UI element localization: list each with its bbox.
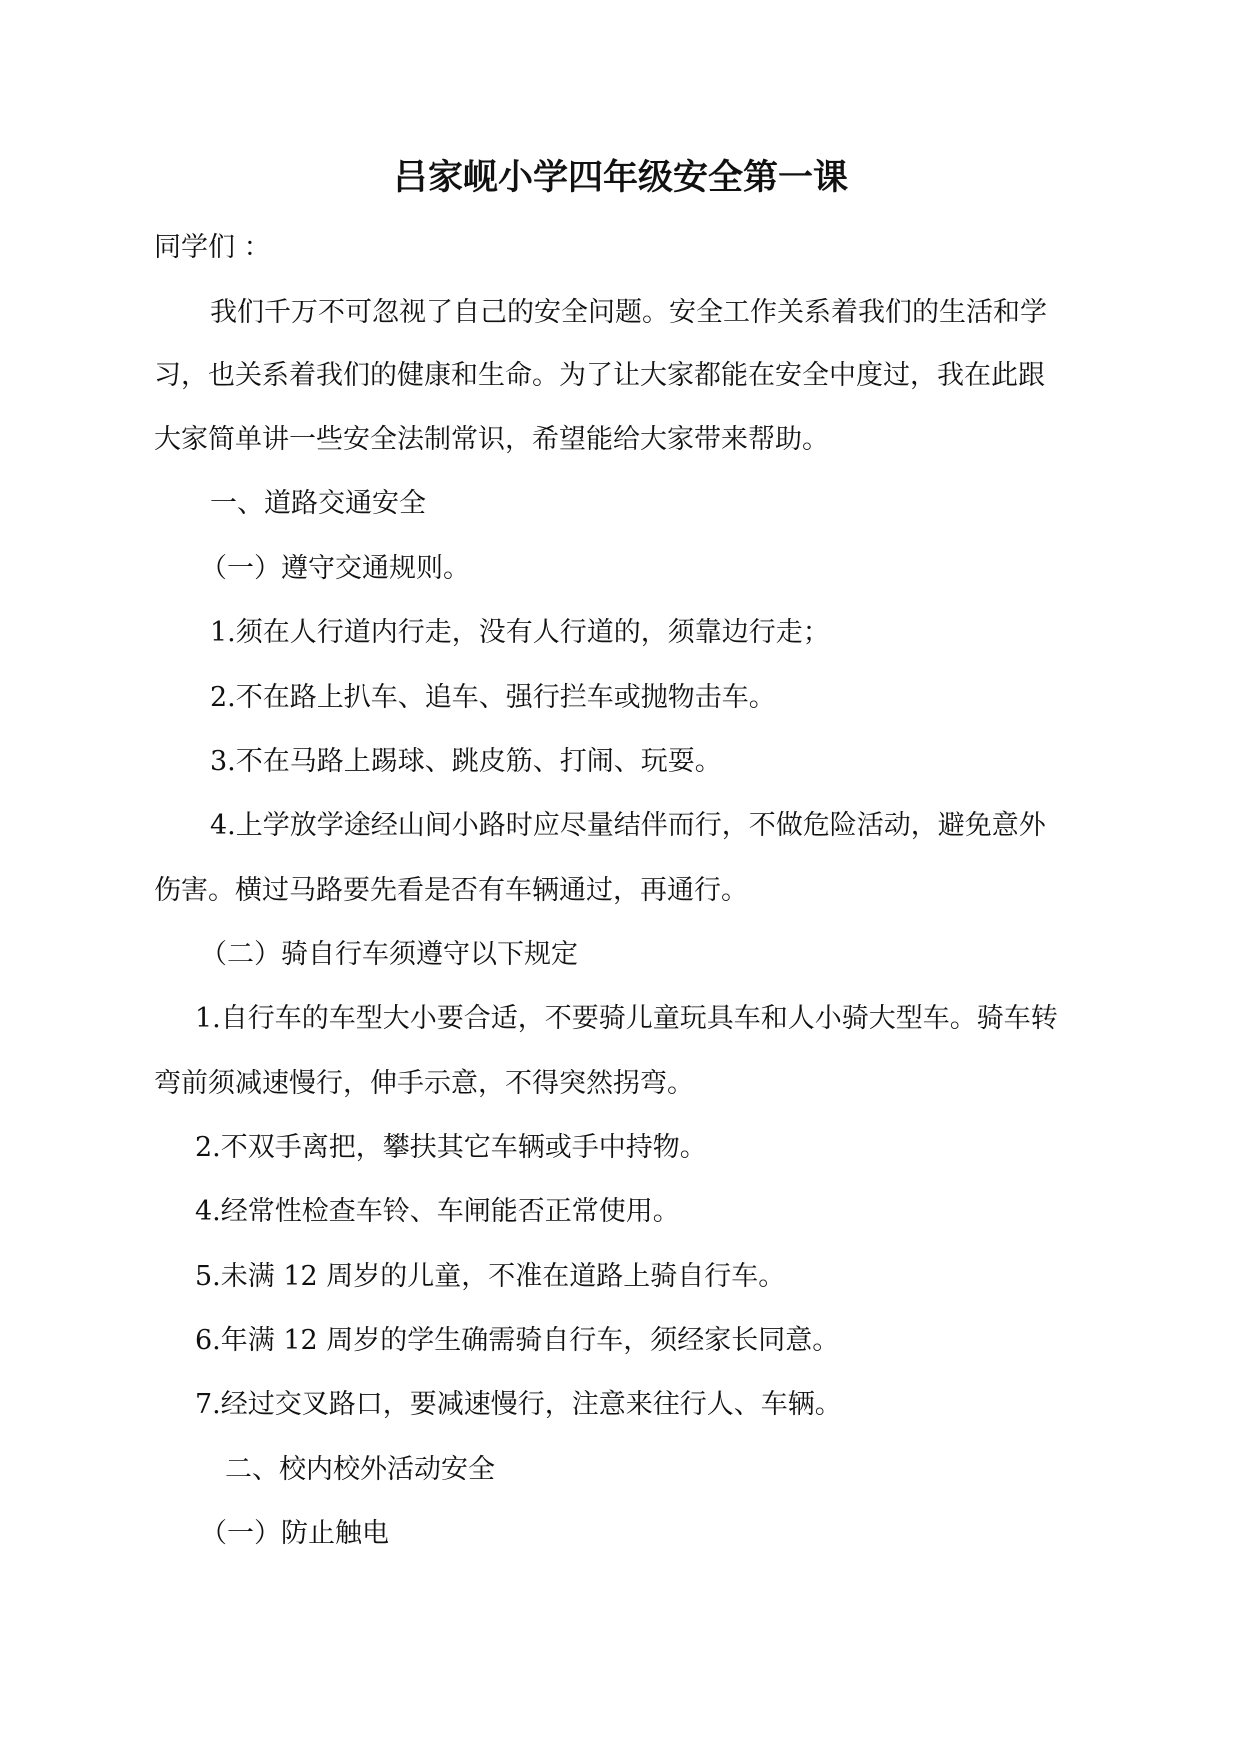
section-heading: 一、道路交通安全 xyxy=(210,488,426,519)
list-item-continuation: 伤害。横过马路要先看是否有车辆通过，再通行。 xyxy=(154,875,748,906)
document-title: 吕家岘小学四年级安全第一课 xyxy=(392,158,848,198)
list-item: 3.不在马路上踢球、跳皮筋、打闹、玩耍。 xyxy=(210,746,722,777)
list-item: 2.不在路上扒车、追车、强行拦车或抛物击车。 xyxy=(210,682,776,713)
list-item: 1.自行车的车型大小要合适，不要骑儿童玩具车和人小骑大型车。骑车转 xyxy=(195,1003,1058,1034)
list-item-continuation: 弯前须减速慢行，伸手示意，不得突然拐弯。 xyxy=(154,1068,694,1099)
subsection-heading: （一）遵守交通规则。 xyxy=(200,553,470,584)
list-item: 2.不双手离把，攀扶其它车辆或手中持物。 xyxy=(195,1132,707,1163)
subsection-heading: （二）骑自行车须遵守以下规定 xyxy=(200,939,578,970)
section-heading: 二、校内校外活动安全 xyxy=(225,1454,495,1485)
salutation: 同学们 ： xyxy=(154,232,271,263)
paragraph-line: 大家简单讲一些安全法制常识，希望能给大家带来帮助。 xyxy=(154,424,829,455)
list-item: 7.经过交叉路口，要减速慢行，注意来往行人、车辆。 xyxy=(195,1389,842,1420)
list-item: 1.须在人行道内行走，没有人行道的，须靠边行走； xyxy=(210,617,830,648)
paragraph-line: 习，也关系着我们的健康和生命。为了让大家都能在安全中度过，我在此跟 xyxy=(154,360,1045,391)
list-item: 6.年满 12 周岁的学生确需骑自行车，须经家长同意。 xyxy=(195,1325,840,1356)
list-item: 4.上学放学途经山间小路时应尽量结伴而行，不做危险活动，避免意外 xyxy=(210,810,1046,841)
list-item: 4.经常性检查车铃、车闸能否正常使用。 xyxy=(195,1196,680,1227)
subsection-heading: （一）防止触电 xyxy=(200,1518,389,1549)
list-item: 5.未满 12 周岁的儿童，不准在道路上骑自行车。 xyxy=(195,1261,786,1292)
paragraph-line: 我们千万不可忽视了自己的安全问题。安全工作关系着我们的生活和学 xyxy=(210,297,1047,328)
